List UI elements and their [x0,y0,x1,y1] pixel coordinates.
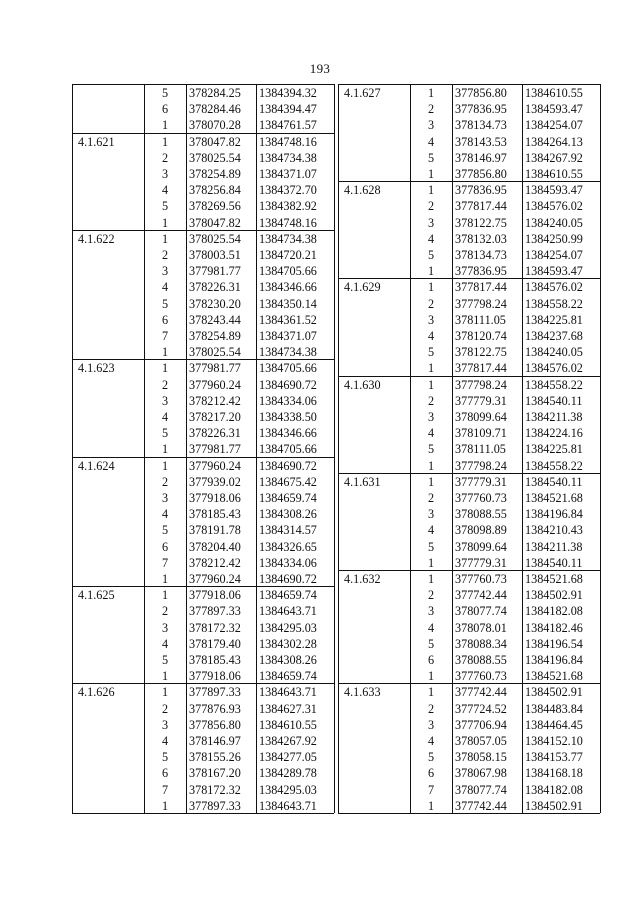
point-number: 1 [427,361,435,376]
parcel-id: 4.1.625 [78,588,115,603]
point-number: 5 [161,653,169,667]
coord-y: 1384211.38 [525,410,583,424]
coord-y: 1384302.28 [259,636,317,651]
coord-y: 1384734.38 [259,345,317,360]
coord-y: 1384254.07 [525,248,583,262]
coord-y: 1384576.02 [525,199,583,214]
coord-x: 378204.40 [189,539,241,554]
point-number: 6 [161,766,169,781]
coord-x: 378132.03 [455,231,507,246]
x-column-divider [522,84,523,813]
id-column-divider [410,84,411,813]
point-number: 1 [161,361,169,376]
point-number: 4 [161,410,169,424]
coord-y: 1384182.46 [525,620,583,635]
coord-x: 378088.55 [455,653,507,667]
coord-x: 377960.24 [189,572,241,586]
coord-y: 1384558.22 [525,458,583,473]
coord-x: 378070.28 [189,118,241,133]
coord-y: 1384464.45 [525,717,583,732]
point-number: 1 [427,685,435,700]
coord-x: 377918.06 [189,669,241,684]
coord-x: 378254.89 [189,329,241,343]
coord-x: 378134.73 [455,118,507,133]
coord-x: 377742.44 [455,685,507,700]
coord-x: 378230.20 [189,296,241,311]
coord-y: 1384627.31 [259,701,317,716]
point-number: 5 [427,636,435,651]
coord-y: 1384593.47 [525,102,583,117]
coord-x: 378217.20 [189,410,241,424]
coord-y: 1384182.08 [525,782,583,797]
coord-x: 377817.44 [455,361,507,376]
parcel-id: 4.1.629 [344,280,381,295]
point-number: 2 [161,377,169,392]
point-number: 1 [427,669,435,684]
point-number: 1 [427,264,435,279]
point-number: 1 [161,442,169,457]
coord-x: 378109.71 [455,426,507,441]
point-number: 1 [427,555,435,570]
coord-x: 378212.42 [189,555,241,570]
id-column-divider [144,84,145,813]
coord-x: 378047.82 [189,134,241,149]
coord-x: 378098.89 [455,523,507,538]
parcel-id [78,85,142,101]
coord-x: 377856.80 [189,717,241,732]
coord-y: 1384237.68 [525,329,583,343]
coord-x: 377981.77 [189,442,241,457]
point-number: 4 [427,734,435,748]
coord-y: 1384267.92 [525,150,583,165]
coord-x: 378254.89 [189,167,241,181]
point-number: 2 [161,248,169,262]
coord-x: 377960.24 [189,377,241,392]
coord-y: 1384308.26 [259,507,317,522]
coord-y: 1384593.47 [525,264,583,279]
coord-x: 378212.42 [189,393,241,408]
coord-x: 378111.05 [455,312,506,327]
point-number: 3 [161,393,169,408]
point-number: 5 [161,426,169,441]
point-number: 3 [427,312,435,327]
parcel-id: 4.1.631 [344,474,381,489]
point-number: 3 [161,717,169,732]
coord-y: 1384394.32 [259,86,317,100]
coord-x: 377798.24 [455,377,507,392]
point-number: 2 [161,701,169,716]
coord-x: 378088.34 [455,636,507,651]
coord-y: 1384225.81 [525,312,583,327]
coord-x: 377724.52 [455,701,507,716]
coord-x: 378077.74 [455,604,507,619]
coord-y: 1384240.05 [525,345,583,360]
coord-y: 1384659.74 [259,491,317,505]
coord-x: 378025.54 [189,345,241,360]
coord-y: 1384521.68 [525,491,583,505]
coord-x: 377742.44 [455,798,507,813]
coord-x: 378099.64 [455,539,507,554]
x-column-divider [256,84,257,813]
coord-x: 377706.94 [455,717,507,732]
coord-x: 378077.74 [455,782,507,797]
coord-y: 1384659.74 [259,588,317,603]
coord-y: 1384558.22 [525,296,583,311]
coord-x: 377918.06 [189,588,241,603]
coord-x: 377918.06 [189,491,241,505]
coord-x: 378172.32 [189,620,241,635]
point-number: 4 [161,280,169,295]
coord-x: 378179.40 [189,636,241,651]
point-number: 1 [161,345,169,360]
point-number: 1 [161,118,169,133]
coord-y: 1384295.03 [259,782,317,797]
point-number: 7 [161,782,169,797]
coord-x: 377817.44 [455,280,507,295]
point-number: 2 [427,393,435,408]
point-number: 4 [161,734,169,748]
coord-y: 1384196.84 [525,507,583,522]
coord-x: 377760.73 [455,669,507,684]
coord-x: 378256.84 [189,183,241,198]
coord-x: 377798.24 [455,296,507,311]
coord-y: 1384748.16 [259,134,317,149]
coord-x: 378185.43 [189,653,241,667]
point-number: 2 [161,474,169,489]
coord-y: 1384264.13 [525,134,583,149]
coord-x: 378120.74 [455,329,507,343]
coord-y: 1384372.70 [259,183,317,198]
point-number: 3 [161,620,169,635]
coord-x: 377897.33 [189,685,241,700]
coord-x: 377897.33 [189,604,241,619]
point-number: 3 [427,717,435,732]
coord-x: 377779.31 [455,474,507,489]
point-number: 4 [427,134,435,149]
point-number: 1 [427,377,435,392]
table-right-border [334,84,335,813]
coord-x: 378146.97 [189,734,241,748]
coord-y: 1384705.66 [259,264,317,279]
coord-x: 377798.24 [455,458,507,473]
coord-x: 377856.80 [455,86,507,100]
coord-x: 378134.73 [455,248,507,262]
point-number: 1 [427,798,435,813]
coord-y: 1384705.66 [259,361,317,376]
point-number: 4 [427,620,435,635]
coord-y: 1384705.66 [259,442,317,457]
point-number: 4 [161,636,169,651]
coord-y: 1384346.66 [259,280,317,295]
point-number: 1 [161,669,169,684]
point-number: 3 [161,264,169,279]
coord-y: 1384540.11 [525,474,583,489]
point-number: 6 [161,102,169,117]
coord-x: 377779.31 [455,555,507,570]
number-column-divider [452,84,453,813]
point-number: 2 [161,604,169,619]
coord-x: 378226.31 [189,280,241,295]
point-number: 3 [161,491,169,505]
point-number: 1 [161,458,169,473]
coord-y: 1384610.55 [525,167,583,181]
coord-y: 1384734.38 [259,150,317,165]
coord-y: 1384521.68 [525,669,583,684]
point-number: 6 [427,766,435,781]
point-number: 5 [161,523,169,538]
point-number: 3 [427,410,435,424]
point-number: 6 [161,539,169,554]
point-number: 3 [427,118,435,133]
point-number: 1 [427,572,435,586]
point-number: 4 [161,183,169,198]
coord-y: 1384576.02 [525,361,583,376]
point-number: 3 [427,604,435,619]
point-number: 1 [427,280,435,295]
point-number: 5 [427,345,435,360]
point-number: 1 [427,458,435,473]
coord-y: 1384748.16 [259,215,317,230]
point-number: 4 [161,507,169,522]
coord-y: 1384361.52 [259,312,317,327]
coord-y: 1384371.07 [259,329,317,343]
point-number: 7 [161,329,169,343]
coord-y: 1384224.16 [525,426,583,441]
coord-x: 378172.32 [189,782,241,797]
coord-y: 1384521.68 [525,572,583,586]
point-number: 5 [161,296,169,311]
coord-y: 1384196.84 [525,653,583,667]
coord-x: 378067.98 [455,766,507,781]
point-number: 2 [427,701,435,716]
coord-x: 378243.44 [189,312,241,327]
point-number: 4 [427,231,435,246]
coord-x: 378047.82 [189,215,241,230]
coord-y: 1384690.72 [259,458,317,473]
table-right-border [600,84,601,813]
coord-y: 1384761.57 [259,118,317,133]
coord-x: 378269.56 [189,199,241,214]
coord-x: 377981.77 [189,264,241,279]
coord-y: 1384643.71 [259,798,317,813]
coord-y: 1384502.91 [525,588,583,603]
coord-x: 378226.31 [189,426,241,441]
point-number: 5 [427,150,435,165]
point-number: 5 [161,86,169,100]
point-number: 2 [161,150,169,165]
point-number: 5 [427,442,435,457]
parcel-id: 4.1.633 [344,685,381,700]
point-number: 1 [427,474,435,489]
coord-x: 377960.24 [189,458,241,473]
point-number: 1 [161,588,169,603]
coord-y: 1384334.06 [259,555,317,570]
point-number: 6 [427,653,435,667]
point-number: 2 [427,102,435,117]
coord-y: 1384720.21 [259,248,317,262]
coord-y: 1384334.06 [259,393,317,408]
coord-y: 1384540.11 [525,555,583,570]
coord-y: 1384502.91 [525,685,583,700]
coord-x: 378122.75 [455,215,507,230]
coord-x: 378058.15 [455,750,507,765]
point-number: 7 [161,555,169,570]
coord-y: 1384690.72 [259,377,317,392]
point-number: 1 [161,572,169,586]
point-number: 5 [427,750,435,765]
point-number: 1 [427,183,435,198]
coord-x: 378155.26 [189,750,241,765]
coord-y: 1384254.07 [525,118,583,133]
group-border [338,813,600,814]
point-number: 5 [427,539,435,554]
coord-y: 1384168.18 [525,766,583,781]
coord-x: 377742.44 [455,588,507,603]
parcel-id: 4.1.628 [344,183,381,198]
point-number: 2 [427,491,435,505]
coord-y: 1384326.65 [259,539,317,554]
point-number: 1 [161,685,169,700]
coord-x: 378191.78 [189,523,241,538]
coord-x: 378003.51 [189,248,241,262]
coord-x: 378099.64 [455,410,507,424]
parcel-id: 4.1.630 [344,377,381,392]
coord-y: 1384225.81 [525,442,583,457]
coord-y: 1384153.77 [525,750,583,765]
point-number: 7 [427,782,435,797]
coord-y: 1384338.50 [259,410,317,424]
coord-y: 1384394.47 [259,102,317,117]
coord-x: 377836.95 [455,102,507,117]
point-number: 5 [161,750,169,765]
coord-x: 378025.54 [189,150,241,165]
point-number: 1 [161,798,169,813]
coord-y: 1384371.07 [259,167,317,181]
coord-y: 1384277.05 [259,750,317,765]
coord-y: 1384675.42 [259,474,317,489]
coord-y: 1384593.47 [525,183,583,198]
table-left-border [72,84,73,813]
coord-y: 1384659.74 [259,669,317,684]
coord-y: 1384314.57 [259,523,317,538]
coord-y: 1384196.54 [525,636,583,651]
point-number: 1 [161,134,169,149]
coord-y: 1384690.72 [259,572,317,586]
point-number: 2 [427,588,435,603]
coord-y: 1384346.66 [259,426,317,441]
coord-y: 1384483.84 [525,701,583,716]
coord-x: 378111.05 [455,442,506,457]
coord-x: 378146.97 [455,150,507,165]
point-number: 3 [427,507,435,522]
parcel-id: 4.1.624 [78,458,115,473]
coord-y: 1384289.78 [259,766,317,781]
parcel-id: 4.1.622 [78,231,115,246]
number-column-divider [186,84,187,813]
coord-x: 378185.43 [189,507,241,522]
parcel-id: 4.1.632 [344,572,381,586]
coord-y: 1384250.99 [525,231,583,246]
coord-x: 378122.75 [455,345,507,360]
coord-y: 1384643.71 [259,685,317,700]
coord-x: 378284.46 [189,102,241,117]
coord-y: 1384211.38 [525,539,583,554]
page-number: 193 [309,61,331,76]
parcel-id: 4.1.626 [78,685,115,700]
coord-y: 1384610.55 [525,86,583,100]
coord-x: 377939.02 [189,474,241,489]
coord-y: 1384240.05 [525,215,583,230]
point-number: 1 [427,86,435,100]
coord-y: 1384182.08 [525,604,583,619]
point-number: 6 [161,312,169,327]
point-number: 4 [427,426,435,441]
coord-x: 377836.95 [455,183,507,198]
coord-x: 378057.05 [455,734,507,748]
coord-x: 378167.20 [189,766,241,781]
group-border [72,813,334,814]
coord-y: 1384643.71 [259,604,317,619]
point-number: 3 [427,215,435,230]
coord-x: 378025.54 [189,231,241,246]
coord-y: 1384350.14 [259,296,317,311]
coord-y: 1384308.26 [259,653,317,667]
parcel-id: 4.1.621 [78,134,115,149]
coord-y: 1384210.43 [525,523,583,538]
coord-x: 378284.25 [189,86,241,100]
coord-x: 377760.73 [455,491,507,505]
coord-x: 377836.95 [455,264,507,279]
parcel-id: 4.1.627 [344,86,381,100]
point-number: 5 [161,199,169,214]
point-number: 3 [161,167,169,181]
coord-y: 1384558.22 [525,377,583,392]
coord-y: 1384576.02 [525,280,583,295]
table-left-border [338,84,339,813]
coord-x: 377856.80 [455,167,507,181]
coord-y: 1384295.03 [259,620,317,635]
coord-x: 377876.93 [189,701,241,716]
coord-x: 378078.01 [455,620,507,635]
coord-x: 377779.31 [455,393,507,408]
coord-y: 1384734.38 [259,231,317,246]
coord-y: 1384382.92 [259,199,317,214]
point-number: 5 [427,248,435,262]
coord-y: 1384610.55 [259,717,317,732]
point-number: 2 [427,296,435,311]
coord-y: 1384267.92 [259,734,317,748]
point-number: 1 [161,231,169,246]
point-number: 1 [161,215,169,230]
point-number: 4 [427,329,435,343]
parcel-id: 4.1.623 [78,361,115,376]
coord-y: 1384540.11 [525,393,583,408]
coord-y: 1384502.91 [525,798,583,813]
coord-x: 377981.77 [189,361,241,376]
coord-x: 377897.33 [189,798,241,813]
point-number: 2 [427,199,435,214]
coord-x: 378143.53 [455,134,507,149]
coord-x: 377760.73 [455,572,507,586]
point-number: 4 [427,523,435,538]
coord-x: 378088.55 [455,507,507,522]
coord-y: 1384152.10 [525,734,583,748]
point-number: 1 [427,167,435,181]
coord-x: 377817.44 [455,199,507,214]
